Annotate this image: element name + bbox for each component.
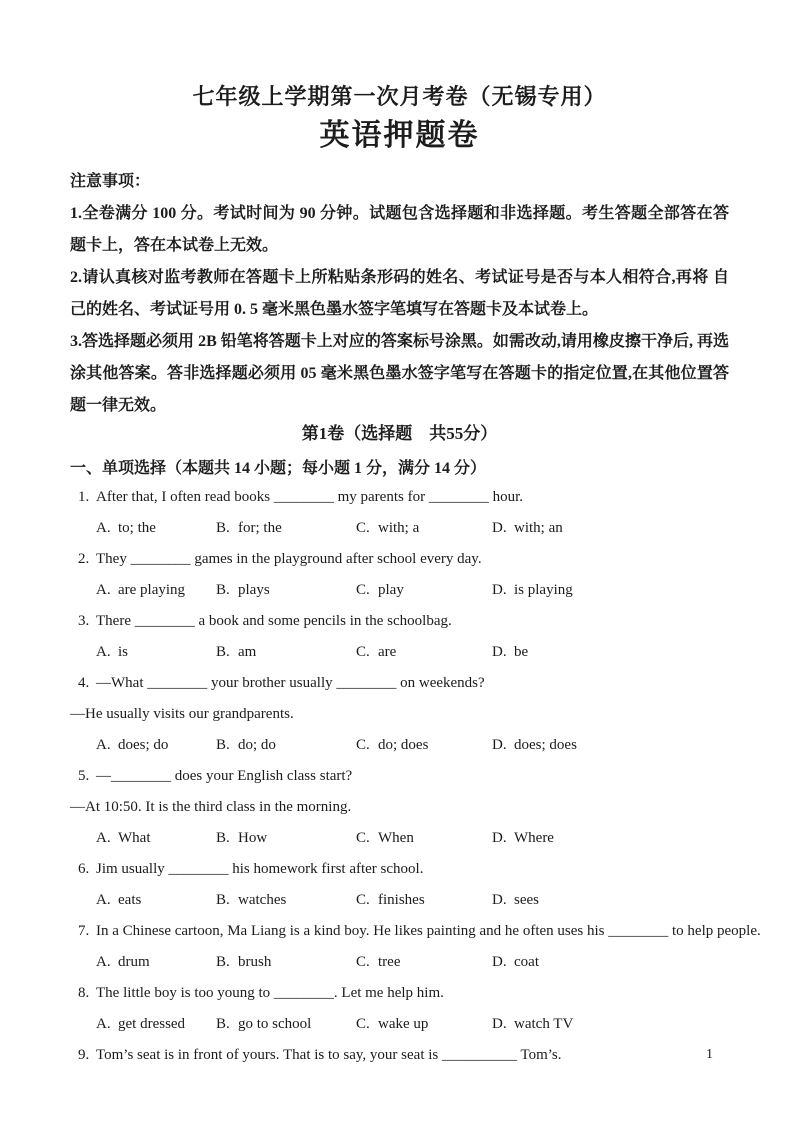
question-number: 1. (78, 489, 90, 505)
options-row (70, 823, 729, 854)
question-block (70, 978, 729, 1040)
question-block (70, 544, 729, 606)
option-text: get dressed (118, 1016, 186, 1032)
question-number: 6. (78, 861, 90, 877)
notice-heading: 注意事项： (70, 173, 151, 190)
option-text: is (118, 644, 129, 660)
option (356, 575, 492, 606)
option-text: drum (118, 954, 150, 970)
option-label: A. (96, 830, 111, 846)
question-list (70, 482, 761, 1071)
question-block (70, 482, 729, 544)
question-block (70, 761, 729, 854)
option-text: are (378, 644, 397, 660)
option-label: C. (356, 954, 370, 970)
option-label: C. (356, 520, 370, 536)
section1-heading: 一、单项选择（本题共 14 小题；每小题 1 分，满分 14 分） (70, 460, 487, 477)
option-label: B. (216, 830, 230, 846)
question-stem: There ________ a book and some pencils in the schoolbag. (96, 613, 452, 629)
option-text: with; a (378, 520, 420, 536)
question-number: 5. (78, 768, 90, 784)
option-label: D. (492, 520, 507, 536)
exam-subtitle: 英语押题卷 (319, 119, 480, 152)
option (492, 947, 729, 978)
option-label: B. (216, 892, 230, 908)
page-number: 1 (706, 1047, 713, 1062)
question-stem: Tom’s seat is in front of yours. That is to say, your seat is __________ Tom’s. (96, 1047, 562, 1063)
option-label: A. (96, 1016, 111, 1032)
option-label: D. (492, 892, 507, 908)
options-row (70, 513, 729, 544)
option-label: D. (492, 737, 507, 753)
option-text: with; an (514, 520, 563, 536)
option-text: does; do (118, 737, 169, 753)
option (96, 575, 216, 606)
option (492, 575, 729, 606)
option-label: D. (492, 582, 507, 598)
option-label: D. (492, 830, 507, 846)
question-number: 3. (78, 613, 90, 629)
option-label: D. (492, 644, 507, 660)
question-stem: In a Chinese cartoon, Ma Liang is a kind boy. He likes painting and he often uses his ________ to help people. (96, 923, 761, 939)
option-label: A. (96, 644, 111, 660)
option-text: eats (118, 892, 142, 908)
option-label: B. (216, 737, 230, 753)
option (492, 730, 729, 761)
option (216, 513, 356, 544)
option-text: tree (378, 954, 401, 970)
option-label: A. (96, 737, 111, 753)
option (356, 730, 492, 761)
option-text: brush (238, 954, 272, 970)
option-label: B. (216, 582, 230, 598)
option (216, 730, 356, 761)
option (492, 823, 729, 854)
options-row (70, 730, 729, 761)
option-text: are playing (118, 582, 186, 598)
option (492, 637, 729, 668)
question-number: 9. (78, 1047, 90, 1063)
option (356, 823, 492, 854)
option (356, 1009, 492, 1040)
option-label: A. (96, 892, 111, 908)
options-row (70, 575, 729, 606)
option-text: play (378, 582, 404, 598)
question-block (70, 854, 729, 916)
question-follow: —At 10:50. It is the third class in the morning. (70, 799, 352, 815)
option-text: wake up (378, 1016, 429, 1032)
option (356, 513, 492, 544)
question-stem: —________ does your English class start? (96, 768, 353, 784)
option-label: A. (96, 520, 111, 536)
question-stem: —What ________ your brother usually ________ on weekends? (96, 675, 485, 691)
option (96, 947, 216, 978)
option-text: finishes (378, 892, 425, 908)
option (356, 947, 492, 978)
question-block (70, 1040, 729, 1071)
option (492, 885, 729, 916)
option (216, 575, 356, 606)
question-number: 2. (78, 551, 90, 567)
option-label: B. (216, 954, 230, 970)
option-text: plays (238, 582, 270, 598)
option-label: C. (356, 737, 370, 753)
option (96, 823, 216, 854)
option-text: do; do (238, 737, 276, 753)
options-row (70, 1009, 729, 1040)
option-label: C. (356, 1016, 370, 1032)
option (356, 637, 492, 668)
option-label: C. (356, 892, 370, 908)
question-stem: Jim usually ________ his homework first after school. (96, 861, 424, 877)
option-label: B. (216, 1016, 230, 1032)
option-label: D. (492, 954, 507, 970)
option (216, 1009, 356, 1040)
option-text: What (118, 830, 151, 846)
question-stem: They ________ games in the playground after school every day. (96, 551, 482, 567)
option-label: C. (356, 582, 370, 598)
option-text: am (238, 644, 257, 660)
option (492, 1009, 729, 1040)
option (96, 513, 216, 544)
question-number: 8. (78, 985, 90, 1001)
notice-item: 1.全卷满分 100 分。考试时间为 90 分钟。试题包含选择题和非选择题。考生答题全部答在答题卡上，答在本试卷上无效。 (70, 205, 729, 254)
option-text: does; does (514, 737, 577, 753)
option-text: go to school (238, 1016, 312, 1032)
question-follow: —He usually visits our grandparents. (70, 706, 294, 722)
question-stem: The little boy is too young to ________. Let me help him. (96, 985, 444, 1001)
option (216, 947, 356, 978)
option (96, 885, 216, 916)
option-text: watch TV (514, 1016, 574, 1032)
option-text: to; the (118, 520, 156, 536)
notice-item: 3.答选择题必须用 2B 铅笔将答题卡上对应的答案标号涂黑。如需改动,请用橡皮擦干净后, 再选涂其他答案。答非选择题必须用 05 毫米黑色墨水签字笔写在答题卡的指定位置,在其他位置答题一律无效。 (70, 333, 729, 414)
option-label: C. (356, 644, 370, 660)
question-number: 7. (78, 923, 90, 939)
option (216, 637, 356, 668)
question-block (70, 606, 729, 668)
option-label: D. (492, 1016, 507, 1032)
part1-heading: 第1卷（选择题 共55分） (301, 424, 498, 443)
question-number: 4. (78, 675, 90, 691)
option-text: for; the (238, 520, 282, 536)
options-row (70, 637, 729, 668)
question-block (70, 668, 729, 761)
option (96, 730, 216, 761)
option (96, 637, 216, 668)
option-text: is playing (514, 582, 573, 598)
option (492, 513, 729, 544)
option-text: coat (514, 954, 539, 970)
options-row (70, 947, 729, 978)
notice-section (70, 198, 729, 422)
question-stem: After that, I often read books ________ my parents for ________ hour. (96, 489, 523, 505)
options-row (70, 885, 729, 916)
option-label: C. (356, 830, 370, 846)
option-text: How (238, 830, 268, 846)
option-label: B. (216, 644, 230, 660)
notice-item: 2.请认真核对监考教师在答题卡上所粘贴条形码的姓名、考试证号是否与本人相符合,再将 自己的姓名、考试证号用 0. 5 毫米黑色墨水签字笔填写在答题卡及本试卷上。 (70, 269, 729, 318)
option-label: A. (96, 954, 111, 970)
option (96, 1009, 216, 1040)
option-text: When (378, 830, 414, 846)
option (216, 885, 356, 916)
option-text: do; does (378, 737, 429, 753)
exam-title: 七年级上学期第一次月考卷（无锡专用） (192, 84, 607, 109)
option-text: be (514, 644, 529, 660)
option-text: Where (514, 830, 554, 846)
option-label: B. (216, 520, 230, 536)
option-text: watches (238, 892, 287, 908)
option-text: sees (514, 892, 539, 908)
option-label: A. (96, 582, 111, 598)
option (216, 823, 356, 854)
option (356, 885, 492, 916)
question-block (70, 916, 761, 978)
